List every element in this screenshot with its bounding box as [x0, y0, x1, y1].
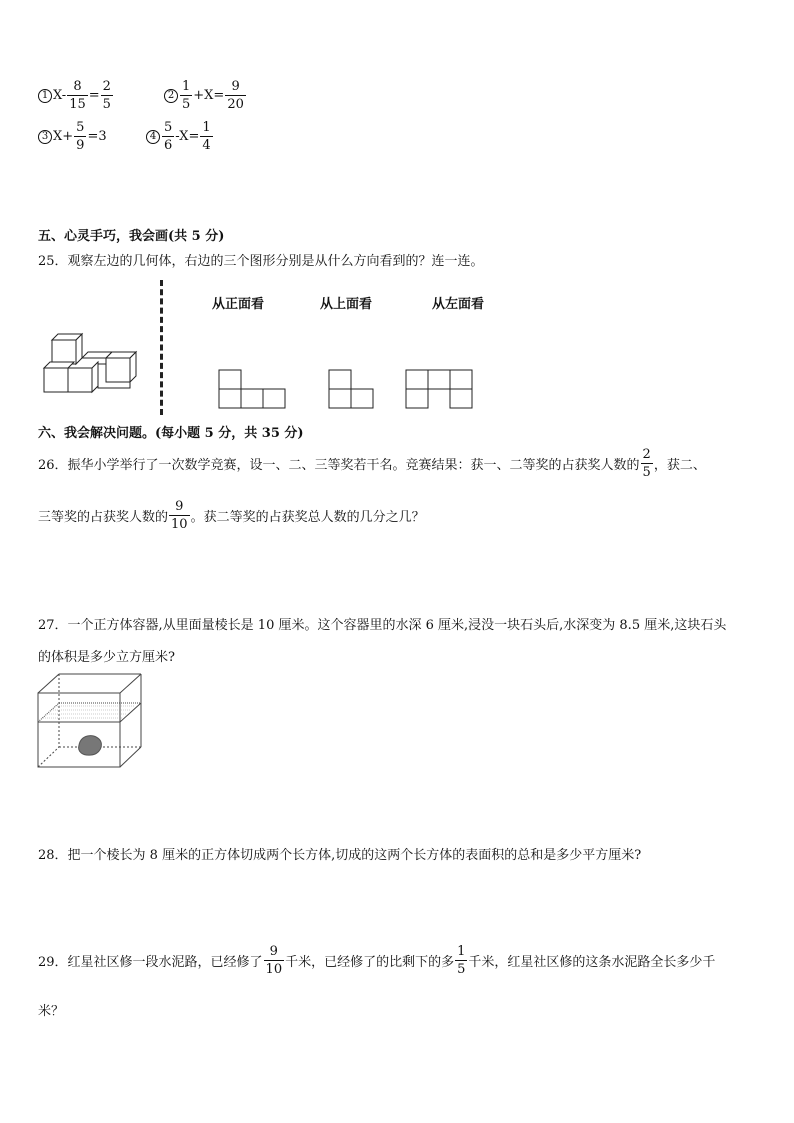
q29-text: 千米，红星社区修的这条水泥路全长多少千: [468, 954, 716, 970]
equation-1-pre: X-: [53, 88, 67, 103]
geometric-solid-figure: [38, 330, 148, 400]
view-label-front: 从正面看: [212, 297, 265, 312]
question-26-line2: [38, 495, 425, 535]
stone-shape: [79, 736, 102, 756]
equation-3: [38, 121, 107, 152]
question-27-line2: 的体积是多少立方厘米?: [38, 650, 175, 665]
view-shape-1: [218, 369, 288, 409]
equation-3-pre: X+: [53, 129, 74, 144]
question-28: 28．把一个棱长为 8 厘米的正方体切成两个长方体,切成的这两个长方体的表面积的总和是多少平方厘米?: [38, 848, 642, 863]
q26-text: ，获二、: [653, 457, 706, 473]
fraction: $\frac{8}{15}$: [69, 79, 86, 112]
fraction: $\frac{5}{6}$: [164, 120, 173, 153]
fraction: $\frac{9}{20}$: [227, 79, 244, 112]
section5-heading: 五、心灵手巧，我会画(共 5 分): [38, 229, 225, 244]
view-label-left: 从左面看: [432, 297, 485, 312]
equation-2-mid: +X=: [193, 88, 225, 103]
q29-text: 千米，已经修了的比剩下的多: [285, 954, 455, 970]
fraction: $\frac{1}{5}$: [457, 943, 466, 977]
view-label-top: 从上面看: [320, 297, 373, 312]
view-shape-2: [328, 369, 376, 409]
fraction: $\frac{5}{9}$: [76, 120, 85, 153]
circle-number-1: 1: [38, 89, 52, 103]
equation-1-mid: =: [88, 88, 100, 103]
fraction: $\frac{1}{5}$: [182, 79, 191, 112]
question-26-line1: [38, 443, 706, 483]
question-25: 25．观察左边的几何体，右边的三个图形分别是从什么方向看到的？连一连。: [38, 254, 484, 269]
fraction: $\frac{1}{4}$: [202, 120, 211, 153]
equation-4: [146, 121, 214, 152]
q26-text: 。获二等奖的占获奖总人数的几分之几？: [190, 509, 425, 525]
equation-4-mid: -X=: [175, 129, 200, 144]
dashed-divider: [160, 280, 163, 415]
circle-number-3: 3: [38, 130, 52, 144]
question-29-line1: [38, 940, 715, 980]
fraction: $\frac{9}{10}$: [171, 498, 188, 532]
view-shape-3: [405, 369, 475, 409]
question-29-line2: 米？: [38, 1004, 65, 1019]
question-27-line1: 27．一个正方体容器,从里面量棱长是 10 厘米。这个容器里的水深 6 厘米,浸没一块石头后,水深变为 8.5 厘米,这块石头: [38, 618, 727, 633]
circle-number-4: 4: [146, 130, 160, 144]
q26-text: 三等奖的占获奖人数的: [38, 509, 169, 525]
q29-text: 29．红星社区修一段水泥路，已经修了: [38, 954, 263, 970]
equation-1: [38, 80, 114, 111]
cube-container-figure: [37, 673, 143, 769]
fraction: $\frac{2}{5}$: [642, 446, 651, 480]
fraction: $\frac{2}{5}$: [102, 79, 111, 112]
section6-heading: 六、我会解决问题。(每小题 5 分，共 35 分): [38, 426, 304, 441]
equation-2: [164, 80, 247, 111]
q26-text: 26．振华小学举行了一次数学竞赛，设一、二、三等奖若干名。竞赛结果：获一、二等奖的占获奖人数的: [38, 457, 640, 473]
equation-3-mid: =3: [87, 129, 107, 144]
circle-number-2: 2: [164, 89, 178, 103]
fraction: $\frac{9}{10}$: [265, 943, 283, 977]
